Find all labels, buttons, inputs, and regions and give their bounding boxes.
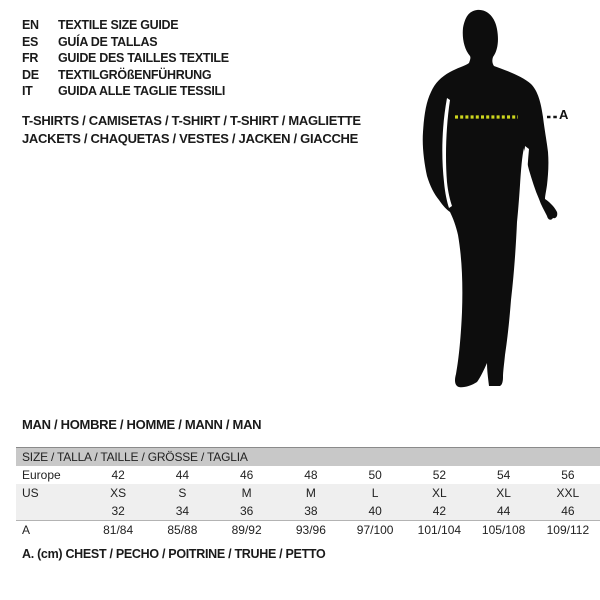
category-lines — [22, 112, 361, 147]
cell: XL — [496, 486, 511, 500]
cell: 40 — [368, 504, 382, 518]
language-row — [22, 34, 229, 51]
section-title: MAN / HOMBRE / HOMME / MANN / MAN — [22, 417, 262, 432]
cell: 85/88 — [167, 523, 198, 537]
table-row-chest-a — [16, 520, 600, 539]
language-label: TEXTILE SIZE GUIDE — [58, 18, 179, 32]
cell: L — [371, 486, 379, 500]
cell: 48 — [304, 468, 318, 482]
cell: 109/112 — [546, 523, 590, 537]
language-row — [22, 50, 229, 67]
language-code: EN — [22, 18, 39, 32]
language-list — [22, 17, 229, 100]
cell: 52 — [432, 468, 447, 482]
cell: 46 — [239, 468, 254, 482]
language-label: GUIDA ALLE TAGLIE TESSILI — [58, 84, 226, 99]
arm-gap-right — [522, 146, 529, 218]
man-silhouette — [405, 0, 575, 400]
language-code: FR — [22, 51, 39, 66]
table-row-us-numeric — [16, 502, 600, 520]
cell: 97/100 — [356, 523, 394, 537]
cell: XS — [110, 486, 127, 500]
cell: S — [178, 486, 187, 500]
size-table-header: SIZE / TALLA / TAILLE / GRÖSSE / TAGLIA — [16, 448, 600, 466]
measure-label-a: A — [559, 107, 569, 122]
size-table — [16, 447, 600, 539]
cell: 36 — [239, 504, 254, 518]
table-row-us — [16, 484, 600, 502]
cell: M — [305, 486, 316, 500]
measure-footnote: A. (cm) CHEST / PECHO / POITRINE / TRUHE / PETTO — [22, 547, 326, 561]
cell: 44 — [175, 468, 190, 482]
language-label: GUIDE DES TAILLES TEXTILE — [58, 51, 229, 66]
category-line-jackets: JACKETS / CHAQUETAS / VESTES / JACKEN / GIACCHE — [22, 130, 358, 146]
cell: 42 — [111, 468, 125, 482]
cell: 42 — [432, 504, 447, 518]
cell: 93/96 — [295, 523, 326, 537]
cell: 89/92 — [231, 523, 262, 537]
language-code: ES — [22, 34, 39, 49]
cell: 46 — [561, 504, 575, 518]
cell: 38 — [304, 504, 318, 518]
language-code: DE — [22, 67, 39, 82]
row-label: A — [22, 523, 31, 537]
cell: 81/84 — [103, 523, 134, 537]
language-code: IT — [22, 84, 33, 99]
row-label: Europe — [22, 468, 61, 482]
cell: 50 — [368, 468, 382, 482]
cell: XXL — [556, 486, 580, 500]
man-silhouette-body — [423, 10, 558, 387]
cell: 54 — [496, 468, 511, 482]
language-label: GUÍA DE TALLAS — [58, 34, 158, 49]
cell: 32 — [111, 504, 125, 518]
cell: XL — [432, 486, 447, 500]
language-row — [22, 83, 229, 100]
language-row — [22, 17, 229, 34]
cell: 56 — [561, 468, 575, 482]
language-label: TEXTILGRÖßENFÜHRUNG — [58, 67, 212, 82]
language-row — [22, 67, 229, 84]
cell: 101/104 — [417, 523, 462, 537]
cell: M — [241, 486, 252, 500]
cell: 105/108 — [481, 523, 526, 537]
cell: 44 — [496, 504, 511, 518]
figure — [405, 0, 600, 400]
category-line-tshirts: T-SHIRTS / CAMISETAS / T-SHIRT / T-SHIRT / MAGLIETTE — [22, 113, 361, 128]
row-label: US — [22, 486, 39, 500]
cell: 34 — [175, 504, 190, 518]
table-row-europe — [16, 466, 600, 484]
